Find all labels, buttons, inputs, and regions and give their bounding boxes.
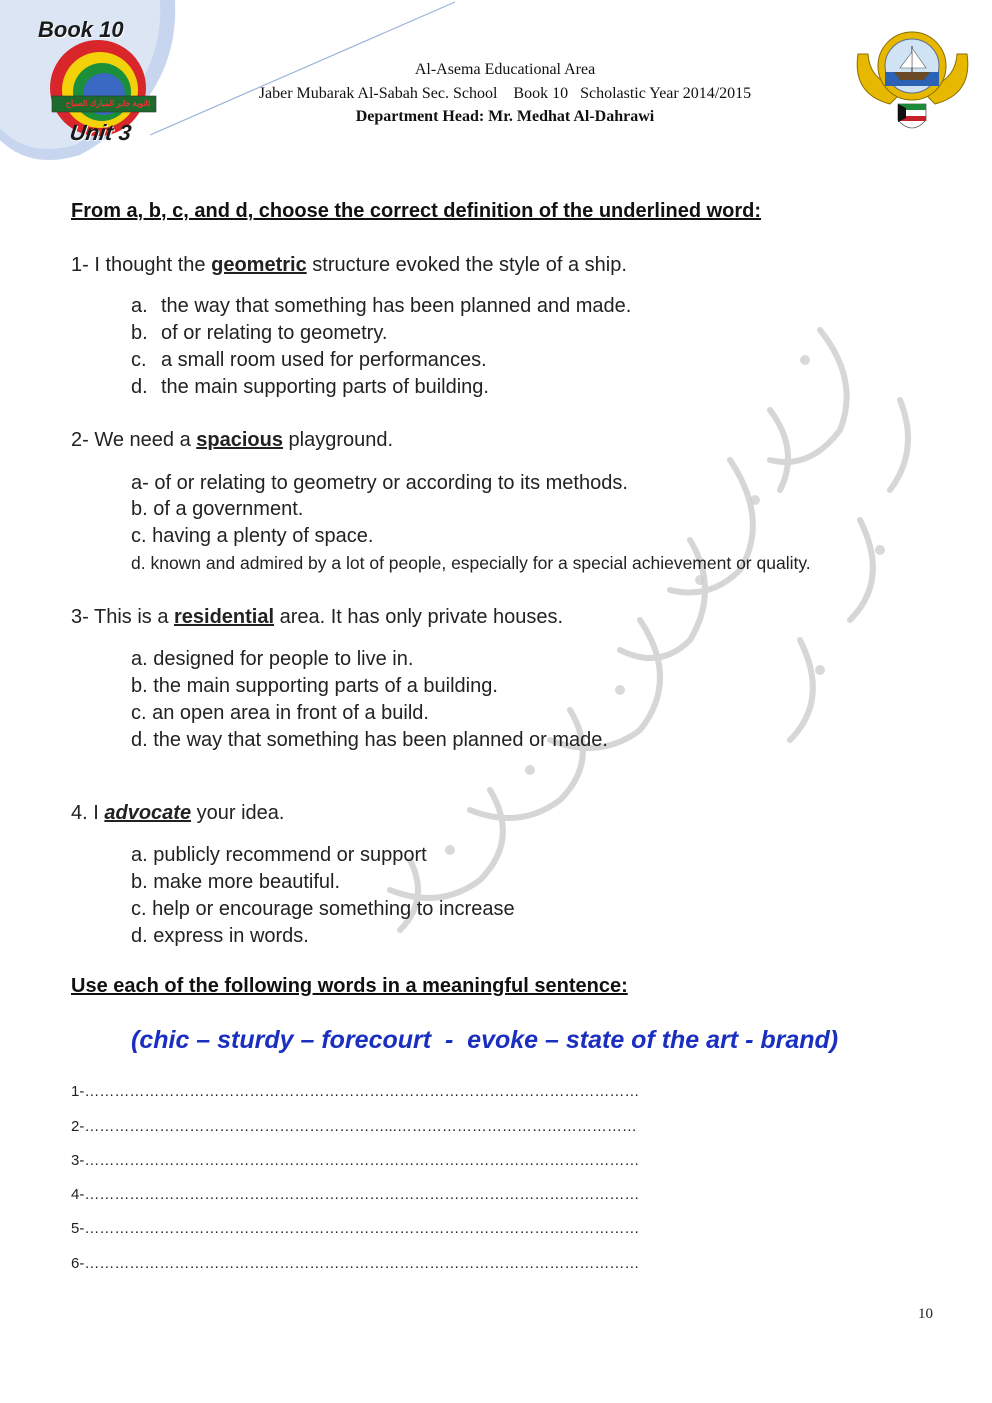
question-1-word: geometric bbox=[211, 254, 307, 276]
kuwait-emblem bbox=[850, 24, 975, 139]
section1-title: From a, b, c, and d, choose the correct definition of the underlined word: bbox=[71, 200, 762, 222]
q2-option-a: a- of or relating to geometry or according to its methods. bbox=[131, 472, 628, 494]
header-school: Jaber Mubarak Al-Sabah Sec. School Book 10 Scholastic Year 2014/2015 bbox=[258, 85, 752, 102]
word-list: (chic – sturdy – forecourt - evoke – state of the art - brand) bbox=[131, 1026, 839, 1054]
question-4-pre: 4. I bbox=[71, 802, 105, 824]
option-letter: b. bbox=[131, 322, 148, 344]
q1-option-a bbox=[131, 295, 631, 318]
section2-title: Use each of the following words in a meaningful sentence: bbox=[71, 975, 628, 997]
option-text: of or relating to geometry. bbox=[161, 322, 388, 344]
q1-option-d bbox=[131, 376, 489, 399]
answer-line-4[interactable]: 4-………………………………………………………………………………………………… bbox=[71, 1186, 640, 1203]
question-1 bbox=[71, 254, 627, 277]
question-4-post: your idea. bbox=[191, 802, 285, 824]
question-3-post: area. It has only private houses. bbox=[274, 606, 564, 628]
question-2-post: playground. bbox=[282, 429, 394, 451]
option-text: a small room used for performances. bbox=[161, 349, 487, 371]
question-3-word: residential bbox=[174, 606, 275, 628]
page-number: 10 bbox=[918, 1306, 933, 1322]
option-letter: a. bbox=[131, 295, 148, 317]
question-4 bbox=[71, 802, 284, 825]
q4-option-b: b. make more beautiful. bbox=[131, 871, 340, 893]
question-3 bbox=[71, 606, 563, 629]
logo-caption: ثانوية جابر المبارك الصباح bbox=[65, 99, 151, 108]
q3-option-d: d. the way that something has been planned or made. bbox=[131, 729, 608, 751]
q1-option-c bbox=[131, 349, 487, 372]
option-text: the main supporting parts of building. bbox=[161, 376, 489, 398]
header-area: Al-Asema Educational Area bbox=[414, 61, 596, 78]
q2-option-d: d. known and admired by a lot of people, especially for a special achievement or quality. bbox=[131, 553, 811, 573]
option-letter: d. bbox=[131, 376, 148, 398]
question-2-pre: 2- We need a bbox=[71, 429, 197, 451]
q3-option-a: a. designed for people to live in. bbox=[131, 648, 414, 670]
logo-unit-label: Unit 3 bbox=[68, 120, 133, 145]
q3-option-c: c. an open area in front of a build. bbox=[131, 702, 429, 724]
option-text: the way that something has been planned and made. bbox=[161, 295, 632, 317]
q2-option-b: b. of a government. bbox=[131, 498, 304, 520]
answer-line-2[interactable]: 2-……………………………………………………...………………………………………… bbox=[71, 1118, 637, 1135]
answer-line-5[interactable]: 5-………………………………………………………………………………………………… bbox=[71, 1220, 640, 1237]
q4-option-a: a. publicly recommend or support bbox=[131, 844, 427, 866]
answer-line-1[interactable]: 1-………………………………………………………………………………………………… bbox=[71, 1083, 640, 1100]
q2-option-c: c. having a plenty of space. bbox=[131, 525, 374, 547]
answer-line-6[interactable]: 6-………………………………………………………………………………………………… bbox=[71, 1255, 640, 1272]
q4-option-d: d. express in words. bbox=[131, 925, 309, 947]
question-4-word: advocate bbox=[104, 802, 192, 824]
question-2 bbox=[71, 429, 393, 452]
q4-option-c: c. help or encourage something to increase bbox=[131, 898, 515, 920]
q1-option-b bbox=[131, 322, 387, 345]
q3-option-b: b. the main supporting parts of a building. bbox=[131, 675, 498, 697]
logo-book-label: Book 10 bbox=[38, 17, 124, 42]
question-2-word: spacious bbox=[196, 429, 283, 451]
question-1-pre: 1- I thought the bbox=[71, 254, 212, 276]
header-department-head: Department Head: Mr. Medhat Al-Dahrawi bbox=[355, 108, 655, 125]
answer-line-3[interactable]: 3-………………………………………………………………………………………………… bbox=[71, 1152, 640, 1169]
question-1-post: structure evoked the style of a ship. bbox=[306, 254, 627, 276]
option-letter: c. bbox=[131, 349, 147, 371]
question-3-pre: 3- This is a bbox=[71, 606, 174, 628]
